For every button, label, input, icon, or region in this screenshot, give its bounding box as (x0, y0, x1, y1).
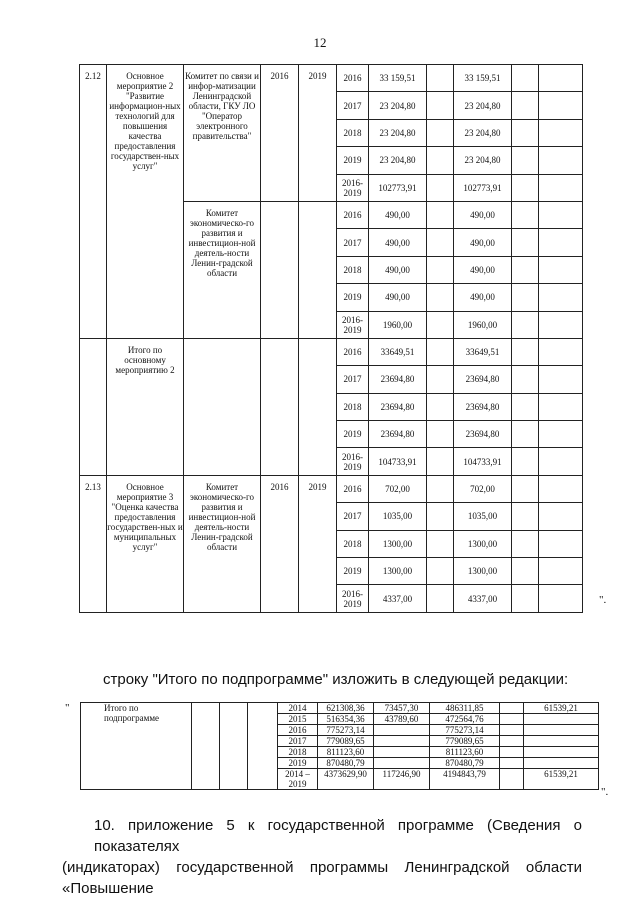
opening-quote: " (65, 702, 70, 714)
regional-cell: 490,00 (454, 229, 512, 256)
regional-cell: 33 159,51 (454, 65, 512, 92)
total-cell: 775273,14 (318, 725, 374, 736)
total-cell: 23 204,80 (369, 119, 427, 146)
empty-cell (500, 747, 524, 758)
total-cell: 702,00 (369, 475, 427, 502)
total-cell: 104733,91 (369, 448, 427, 475)
empty-cell (539, 229, 583, 256)
year-cell: 2017 (337, 92, 369, 119)
activity-name: Основное мероприятие 3 "Оценка качества предоставления государствен-ных и муниципальных услуг" (107, 475, 184, 612)
year-cell: 2017 (337, 229, 369, 256)
federal-cell (374, 758, 430, 769)
empty-cell (500, 714, 524, 725)
total-cell: 870480,79 (318, 758, 374, 769)
total-cell: 621308,36 (318, 703, 374, 714)
paragraph-item-10 (62, 815, 582, 899)
year-cell: 2016 (337, 475, 369, 502)
empty-cell (512, 229, 539, 256)
year-cell: 2019 (337, 421, 369, 448)
empty-cell (512, 174, 539, 201)
total-cell: 33649,51 (369, 338, 427, 365)
total-cell: 516354,36 (318, 714, 374, 725)
empty-cell (512, 585, 539, 612)
closing-quote-1: ". (599, 594, 607, 606)
empty-cell (261, 201, 299, 338)
total-cell: 33 159,51 (369, 65, 427, 92)
executor-cell: Комитет экономическо-го развития и инвестицион-ной деятель-ности Ленин-градской области (184, 201, 261, 338)
regional-cell: 104733,91 (454, 448, 512, 475)
other-cell (524, 758, 599, 769)
total-cell: 102773,91 (369, 174, 427, 201)
total-cell: 811123,60 (318, 747, 374, 758)
total-cell: 23694,80 (369, 421, 427, 448)
subprogram-total-table (80, 702, 599, 790)
empty-cell (220, 703, 248, 790)
empty-cell (512, 119, 539, 146)
regional-cell: 472564,76 (430, 714, 500, 725)
empty-cell (427, 201, 454, 228)
empty-cell (427, 475, 454, 502)
regional-cell: 490,00 (454, 201, 512, 228)
year-cell: 2016 (337, 65, 369, 92)
regional-cell: 490,00 (454, 256, 512, 283)
empty-cell (427, 284, 454, 311)
empty-cell (427, 65, 454, 92)
year-cell: 2016 (337, 201, 369, 228)
end-year: 2019 (299, 475, 337, 612)
total-cell: 1300,00 (369, 530, 427, 557)
empty-cell (427, 338, 454, 365)
total-label: Итого по основному мероприятию 2 (107, 338, 184, 475)
activity-name: Основное мероприятие 2 "Развитие информацион-ных технологий для повышения качества предоставления государствен-ных услуг" (107, 65, 184, 339)
other-cell (524, 736, 599, 747)
empty-cell (539, 119, 583, 146)
empty-cell (512, 92, 539, 119)
empty-cell (539, 311, 583, 338)
empty-cell (512, 366, 539, 393)
year-cell: 2016-2019 (337, 585, 369, 612)
empty-cell (248, 703, 278, 790)
empty-cell (512, 147, 539, 174)
empty-cell (427, 448, 454, 475)
other-cell: 61539,21 (524, 703, 599, 714)
table-row (80, 475, 583, 502)
federal-cell (374, 736, 430, 747)
empty-cell (512, 448, 539, 475)
empty-cell (539, 503, 583, 530)
table-row (80, 338, 583, 365)
empty-cell (512, 421, 539, 448)
federal-cell: 43789,60 (374, 714, 430, 725)
empty-cell (427, 393, 454, 420)
year-cell: 2018 (337, 530, 369, 557)
regional-cell: 1960,00 (454, 311, 512, 338)
regional-cell: 811123,60 (430, 747, 500, 758)
year-cell: 2016-2019 (337, 448, 369, 475)
empty-cell (427, 585, 454, 612)
regional-cell: 23 204,80 (454, 119, 512, 146)
empty-cell (184, 338, 261, 475)
empty-cell (427, 256, 454, 283)
federal-cell (374, 725, 430, 736)
total-cell: 779089,65 (318, 736, 374, 747)
empty-cell (539, 475, 583, 502)
empty-cell (427, 558, 454, 585)
empty-cell (539, 284, 583, 311)
year-cell: 2019 (337, 284, 369, 311)
regional-cell: 1300,00 (454, 530, 512, 557)
total-cell: 23694,80 (369, 393, 427, 420)
regional-cell: 779089,65 (430, 736, 500, 747)
empty-cell (539, 585, 583, 612)
empty-cell (539, 366, 583, 393)
empty-cell (427, 421, 454, 448)
year-cell: 2016 (278, 725, 318, 736)
empty-cell (500, 703, 524, 714)
regional-cell: 490,00 (454, 284, 512, 311)
year-cell: 2018 (337, 256, 369, 283)
total-cell: 4373629,90 (318, 769, 374, 790)
empty-cell (500, 736, 524, 747)
year-cell: 2016 (337, 338, 369, 365)
empty-cell (500, 725, 524, 736)
empty-cell (80, 338, 107, 475)
empty-cell (512, 475, 539, 502)
total-cell: 23 204,80 (369, 147, 427, 174)
year-cell: 2019 (278, 758, 318, 769)
paragraph-instruction: строку "Итого по подпрограмме" изложить в следующей редакции: (103, 671, 569, 688)
empty-cell (427, 147, 454, 174)
regional-cell: 4337,00 (454, 585, 512, 612)
empty-cell (539, 201, 583, 228)
total-cell: 1960,00 (369, 311, 427, 338)
empty-cell (539, 92, 583, 119)
empty-cell (192, 703, 220, 790)
total-cell: 490,00 (369, 284, 427, 311)
empty-cell (512, 530, 539, 557)
regional-cell: 102773,91 (454, 174, 512, 201)
empty-cell (299, 201, 337, 338)
row-number: 2.13 (80, 475, 107, 612)
empty-cell (539, 338, 583, 365)
paragraph-item-10-line-2: (индикаторах) государственной программы Ленинградской области «Повышение (62, 859, 582, 897)
year-cell: 2018 (278, 747, 318, 758)
regional-cell: 775273,14 (430, 725, 500, 736)
empty-cell (427, 503, 454, 530)
empty-cell (539, 530, 583, 557)
empty-cell (539, 147, 583, 174)
end-year: 2019 (299, 65, 337, 202)
empty-cell (500, 769, 524, 790)
table-row (80, 65, 583, 92)
regional-cell: 486311,85 (430, 703, 500, 714)
empty-cell (427, 311, 454, 338)
executor-cell: Комитет по связи и инфор-матизации Ленинградской области, ГКУ ЛО "Оператор электронного правительства" (184, 65, 261, 202)
regional-cell: 23694,80 (454, 366, 512, 393)
empty-cell (512, 503, 539, 530)
empty-cell (512, 65, 539, 92)
year-cell: 2014 (278, 703, 318, 714)
regional-cell: 1035,00 (454, 503, 512, 530)
empty-cell (427, 530, 454, 557)
other-cell (524, 725, 599, 736)
total-label: Итого по подпрограмме (81, 703, 192, 790)
year-cell: 2018 (337, 119, 369, 146)
total-cell: 490,00 (369, 229, 427, 256)
total-cell: 490,00 (369, 256, 427, 283)
empty-cell (299, 338, 337, 475)
regional-cell: 1300,00 (454, 558, 512, 585)
total-cell: 490,00 (369, 201, 427, 228)
year-cell: 2015 (278, 714, 318, 725)
regional-cell: 23 204,80 (454, 92, 512, 119)
year-cell: 2017 (278, 736, 318, 747)
year-cell: 2016-2019 (337, 311, 369, 338)
empty-cell (427, 119, 454, 146)
total-cell: 1300,00 (369, 558, 427, 585)
row-number: 2.12 (80, 65, 107, 339)
year-cell: 2018 (337, 393, 369, 420)
empty-cell (539, 558, 583, 585)
year-cell: 2019 (337, 558, 369, 585)
empty-cell (539, 448, 583, 475)
start-year: 2016 (261, 475, 299, 612)
table-row (81, 703, 599, 714)
executor-cell: Комитет экономическо-го развития и инвестицион-ной деятель-ности Ленин-градской области (184, 475, 261, 612)
page-number: 12 (313, 35, 327, 50)
closing-quote-2: ". (601, 786, 609, 798)
empty-cell (512, 201, 539, 228)
regional-cell: 702,00 (454, 475, 512, 502)
federal-cell: 117246,90 (374, 769, 430, 790)
year-cell: 2014 – 2019 (278, 769, 318, 790)
empty-cell (512, 338, 539, 365)
start-year: 2016 (261, 65, 299, 202)
total-cell: 23694,80 (369, 366, 427, 393)
empty-cell (539, 174, 583, 201)
federal-cell (374, 747, 430, 758)
empty-cell (512, 284, 539, 311)
other-cell (524, 747, 599, 758)
year-cell: 2017 (337, 366, 369, 393)
empty-cell (512, 393, 539, 420)
empty-cell (512, 256, 539, 283)
regional-cell: 23694,80 (454, 421, 512, 448)
year-cell: 2019 (337, 147, 369, 174)
empty-cell (539, 65, 583, 92)
regional-cell: 23 204,80 (454, 147, 512, 174)
empty-cell (427, 229, 454, 256)
regional-cell: 33649,51 (454, 338, 512, 365)
empty-cell (427, 174, 454, 201)
year-cell: 2016-2019 (337, 174, 369, 201)
empty-cell (539, 256, 583, 283)
empty-cell (427, 366, 454, 393)
paragraph-item-10-line-1: 10. приложение 5 к государственной программе (Сведения о показателях (94, 817, 582, 855)
empty-cell (539, 393, 583, 420)
regional-cell: 4194843,79 (430, 769, 500, 790)
total-cell: 4337,00 (369, 585, 427, 612)
empty-cell (500, 758, 524, 769)
other-cell (524, 714, 599, 725)
empty-cell (427, 92, 454, 119)
year-cell: 2017 (337, 503, 369, 530)
federal-cell: 73457,30 (374, 703, 430, 714)
other-cell: 61539,21 (524, 769, 599, 790)
regional-cell: 870480,79 (430, 758, 500, 769)
subprogram-activities-table (79, 64, 583, 613)
regional-cell: 23694,80 (454, 393, 512, 420)
empty-cell (512, 311, 539, 338)
total-cell: 1035,00 (369, 503, 427, 530)
empty-cell (512, 558, 539, 585)
empty-cell (261, 338, 299, 475)
empty-cell (539, 421, 583, 448)
total-cell: 23 204,80 (369, 92, 427, 119)
